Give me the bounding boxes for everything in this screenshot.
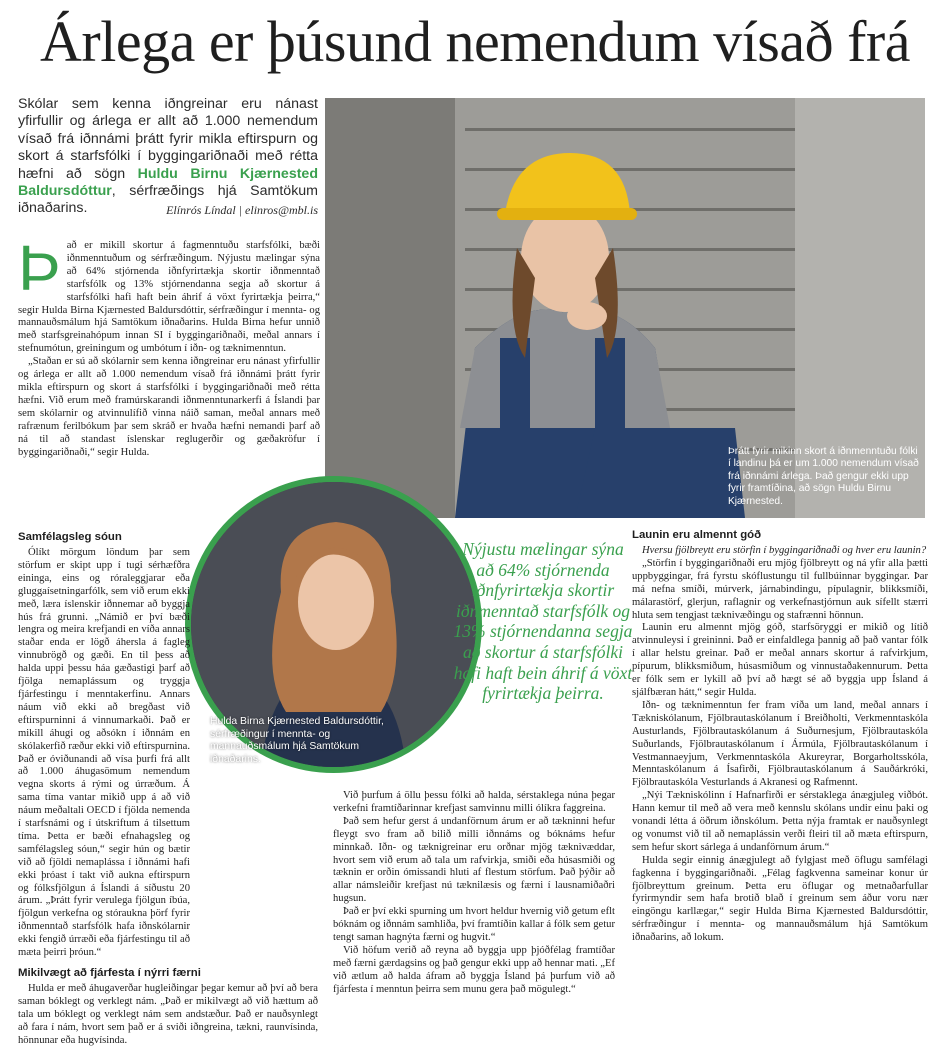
middle-column (333, 790, 615, 997)
pull-quote: Nýjustu mælingar sýna að 64% stjórnenda iðnfyrirtækja skortir iðnmenntað starfsfólk og 13% stjórnendanna segja að skortur á starfsfólki hafi haft bein áhrif á vöxt fyrirtækja þeirra. (453, 539, 633, 704)
lede-highlight: Huldu Birnu Kjærnested Baldursdóttur (18, 165, 318, 200)
right-paragraph-3: Iðn- og tæknimenntun fer fram víða um land, meðal annars í Tækniskólanum, Fjölbrautaskólanum í Breiðholti, Verkmenntaskóla Austurlands, Fjölbrautaskólanum á Suðurnesjum, Fjölbrautaskóla Suðurlands, Fjölbrautaskólanum í Ármúla, Fjölbrautaskólanum í Vestmannaeyjum, Verkmenntaskóla Akureyrar, Borgarholtsskóla, Menntaskólanum á Ísafirði, Fjölbrautaskólanum á Sauðárkróki, Fjölbrautaskóla Vesturlands á Akranesi og Rafmennt. (632, 699, 928, 789)
lede-text: Skólar sem kenna iðngreinar eru nánast yfirfullir og árlega er allt að 1.000 nemendum vísað frá iðnnámi þrátt fyrir mikla eftirspurn og skort á starfsfólki í byggingariðnaði með rétta hæfni að sögn (18, 96, 318, 182)
right-paragraph-1: „Störfin í byggingariðnaði eru mjög fjölbreytt og ná yfir alla þætti uppbyggingar, frá fyrstu skóflustungu til fullbúinnar byggingar. Þar má nefna smíði, múrverk, járnabindingu, pípulagnir, blikksmíði, málarastörf, glerjun, raflagnir og verkefnastjórnun auk sífellt stærri hluta sem tengjast tæknivæðingu og stafrænni hönnun. (632, 557, 928, 621)
lede-tail: , sérfræðings hjá Samtökum iðnaðarins. (18, 183, 318, 217)
portrait-caption: Hulda Birna Kjærnested Baldursdóttir, sérfræðingur í mennta- og mannauðsmálum hjá Samtökum iðnaðarins. (210, 716, 384, 765)
photo-caption: Þrátt fyrir mikinn skort á iðnmenntuðu fólki í landinu þá er um 1.000 nemendum vísað frá iðnnámi árlega. Það gengur ekki upp fyrir framtíðina, að sögn Huldu Birnu Kjærnested. (728, 446, 919, 507)
section2-heading: Mikilvægt að fjárfesta í nýrri færni (18, 967, 201, 979)
lede (18, 96, 318, 218)
middle-paragraph-4: Við höfum verið að reyna að byggja upp þjóðfélag framtíðar með færni gærdagsins og það gengur ekki upp að hennar mati. „Ef við ætlum að halda áfram að byggja Ísland þá þurfum við að fjárfesta í menntun þeirra sem munu gera það mögulegt.“ (333, 944, 615, 995)
right-heading: Launin eru almennt góð (632, 529, 762, 541)
intro-paragraph-2: „Staðan er sú að skólarnir sem kenna iðngreinar eru nánast yfirfullir og árlega er allt að 1.000 nemendum vísað frá iðnnámi þrátt fyrir mikla eftirspurn og skort á starfsfólki í byggingariðnaði með rétta hæfni. Við erum með framúrskarandi iðnmenntunarkerfi á Íslandi þar sem skólarnir og atvinnulífið vinna náið saman, meðal annars með rafrænum ferilbókum þar sem skráð er hvaða hæfni nemandi þarf að ná til að standast íslenskar reglugerðir og gæðakröfur í byggingariðnaði,“ segir Hulda. (18, 356, 320, 458)
byline: Elínrós Líndal | elinros@mbl.is (166, 203, 318, 217)
right-paragraph-5: Hulda segir einnig ánægjulegt að fylgjast með öflugu samfélagi fagkenna í byggingariðnaði. „Félag fagkvenna sameinar konur úr fjölbreyttum greinum. Þetta eru öflugar og metnaðarfullar fyrirmyndir sem hafa brotið blað í greinum sem áður voru nær eingöngu karllægar,“ segir Hulda Birna Kjærnested Baldursdóttir, sérfræðingur í mennta- og mannauðsmálum hjá Samtökum iðnaðarins, að lokum. (632, 854, 928, 944)
section1-paragraph: Ólíkt mörgum löndum þar sem störfum er skipt upp í tugi sérhæfðra eininga, eins og róraleggjarar eða gluggaísetningarfólk, sem við erum ekki með, læra íslenskir iðnnemar að byggja hús frá grunni. „Námið er því bæði lengra og meira krefjandi en víða annars staðar enda er lögð áhersla á fagleg vinnubrögð og gæði. En til þess að halda uppi þessu háa gæðastigi þarf að fjölga nemaplássum og tryggja fjárfestingu í menntakerfinu. Annars náum við ekki að bregðast við eftirspurninni á vinnumarkaði. Það er mikill áhugi og aðsókn í iðnnám en skólakerfið ræður ekki við eftirspurnina. Það er óviðunandi að vísa þurfi frá allt að 1.000 áhugasömum nemendum vegna skorts á rými og úrræðum. Á sama tíma vantar mikið upp á að við náum meðaltali OECD í fjölda nemenda í starfsnámi og í útskriftum á tilsettum tíma. Þetta er bæði efnahagsleg og samfélagsleg sóun,“ segir hún og bætir við að fjöldi nemaplássa í iðnnámi hafi ekki þróast í takt við aukna eftirspurn og fólksfjölgun á Íslandi á síðustu 20 árum. „Þrátt fyrir verulega fjölgun íbúa, fjölgun verkefna og stóraukna þörf fyrir iðnmenntað starfsfólk hafa iðnskólarnir ekki fengið úrræði eða fjárfestingu til að mæta þeirri þróun.“ (18, 547, 190, 959)
middle-paragraph-2: Það sem hefur gerst á undanförnum árum er að tækninni hefur fleygt svo fram að bilið milli iðnnáms og bóknáms hefur minnkað. Iðn- og tæknigreinar eru orðnar mjög tæknivæddar, hvort sem við erum að tala um rafvirkja, smiði eða húsasmiði og tæknin er orðin ómissandi hluti af flestum störfum. Það þýðir að allar námsleiðir krefjast nú tæknilæsis og færni í lausnamiðaðri hugsun. (333, 815, 615, 905)
right-column (632, 528, 928, 945)
section2-paragraph: Hulda er með áhugaverðar hugleiðingar þegar kemur að því að bera saman bóklegt og verklegt nám. „Það er mikilvægt að við hættum að tala um bóklegt og verklegt nám sem andstæður. Það er nauðsynlegt að fara í nám, hvort sem það er á sviði iðngreina, tækni, raunvísinda, hönnunar eða hugvísinda. (18, 983, 318, 1046)
right-question: Hversu fjölbreytt eru störfin í byggingariðnaði og hver eru launin? (642, 545, 927, 556)
headline: Árlega er þúsund nemendum vísað frá (40, 9, 910, 74)
right-paragraph-4: „Nýi Tækniskólinn í Hafnarfirði er sérstaklega ánægjuleg viðbót. Hann kemur til með að vera með kennslu skólans undir einu þaki og vonandi létta á öðrum iðnskólum. Þetta nýja framtak er nauðsynlegt og vonumst við til að nemaplássin verði fleiri til að mæta eftirspurn, sem hefur skort sárlega á undanförnum árum.“ (632, 790, 928, 853)
left-column (18, 530, 318, 1048)
intro-paragraph-1: að er mikill skortur á fagmenntuðu starfsfólki, bæði iðnmenntuðum og sérfræðingum. Nýjustu mælingar sýna að 64% stjórnenda iðnfyrirtækja skortir iðnmenntað starfsfólk og 13% stjórnendanna segja að skortur á starfsfólki hafi haft bein áhrif á vöxt fyrirtækja þeirra,“ segir Hulda Birna Kjærnested Baldursdóttir, sérfræðingur í mennta- og mannauðsmálum hjá Samtökum iðnaðarins. Hulda Birna hefur unnið með starfsgreinahópum innan SI í byggingariðnaði, meðal annars í stefnumótun, greiningum og umbótum í iðn- og tæknimenntun. (18, 240, 320, 355)
middle-paragraph-3: Það er því ekki spurning um hvort heldur hvernig við getum eflt bóknám og iðnnám samhliða, því framtíðin kallar á fólk sem getur tengt saman hagnýta færni og hugvit.“ (333, 906, 615, 943)
intro-column (18, 232, 320, 459)
section1-heading: Samfélagsleg sóun (18, 531, 122, 543)
dropcap: Þ (18, 232, 61, 304)
right-paragraph-2: Launin eru almennt mjög góð, starfsöryggi er mikið og lítið atvinnuleysi í greininni. Það er einfaldlega þannig að það vantar fólk í allar helstu greinar. Það er meðal annars skortur á rafvirkjum, pípurum, blikksmiðum, húsasmiðum og vinnustaðakennurum. Þetta er fólk sem er lykill að því að hægt sé að byggja upp Ísland á sjálfbæran hátt,“ segir Hulda. (632, 622, 928, 698)
middle-paragraph-1: Við þurfum á öllu þessu fólki að halda, sérstaklega núna þegar verkefni framtíðarinnar krefjast samvinnu milli ólíkra faggreina. (333, 790, 615, 814)
